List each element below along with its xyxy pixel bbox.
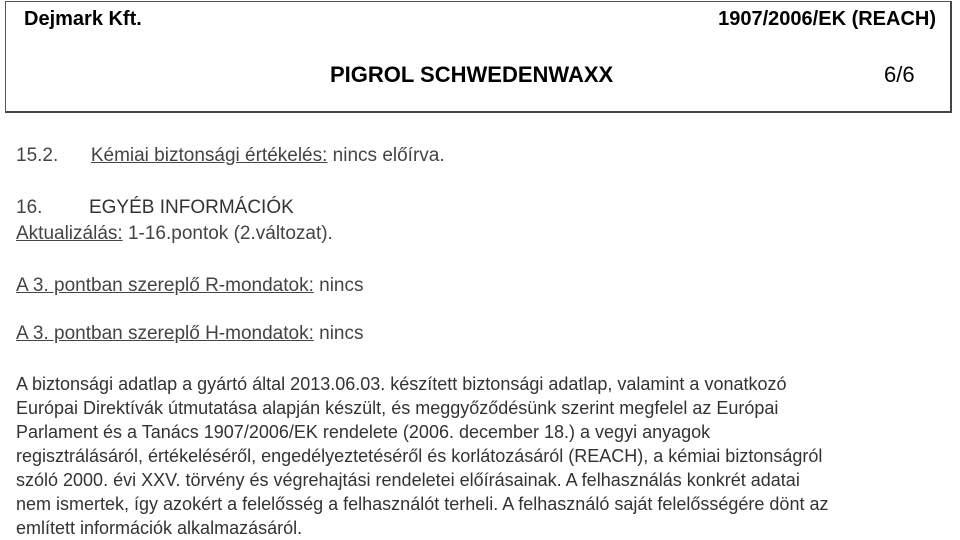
paragraph-line: említett információk alkalmazásáról. <box>16 518 303 538</box>
paragraph-line: szóló 2000. évi XXV. törvény és végrehajtási rendeletei előírásainak. A felhasználás konkrét adatai <box>16 470 800 490</box>
update-value: 1-16.pontok (2.változat). <box>122 223 333 244</box>
section-number: 15.2. <box>16 145 59 166</box>
section-value: nincs előírva. <box>327 145 445 166</box>
section-label: Kémiai biztonsági értékelés: <box>90 145 328 166</box>
h-phrases-line <box>16 323 364 345</box>
h-phrases-value: nincs <box>313 323 364 344</box>
disclaimer-paragraph <box>16 372 946 540</box>
r-phrases-label: A 3. pontban szereplő R-mondatok: <box>16 275 314 296</box>
section-16-heading <box>16 197 294 219</box>
paragraph-line: Európai Direktívák útmutatása alapján készült, és meggyőződésünk szerint megfelel az Európai <box>16 398 779 418</box>
paragraph-line: regisztrálásáról, értékeléséről, engedélyeztetéséről és korlátozásáról (REACH), a kémiai biztonságról <box>16 446 823 466</box>
page-number: 6/6 <box>884 62 915 87</box>
document-header <box>5 1 952 113</box>
r-phrases-value: nincs <box>313 275 364 296</box>
update-label: Aktualizálás: <box>16 223 123 244</box>
company-name: Dejmark Kft. <box>24 8 142 30</box>
regulation-reference: 1907/2006/EK (REACH) <box>718 8 936 30</box>
section-title: EGYÉB INFORMÁCIÓK <box>88 197 294 218</box>
h-phrases-label: A 3. pontban szereplő H-mondatok: <box>16 323 314 344</box>
section-15-2 <box>16 145 445 167</box>
r-phrases-line <box>16 275 364 297</box>
product-name: PIGROL SCHWEDENWAXX <box>330 62 614 87</box>
paragraph-line: Parlament és a Tanács 1907/2006/EK rendelete (2006. december 18.) a vegyi anyagok <box>16 422 711 442</box>
paragraph-line: nem ismertek, így azokért a felelősség a felhasználót terheli. A felhasználó saját felelősségére dönt az <box>16 494 829 514</box>
update-line <box>16 223 333 245</box>
section-number: 16. <box>16 197 43 218</box>
paragraph-line: A biztonsági adatlap a gyártó által 2013.06.03. készített biztonsági adatlap, valamint a vonatkozó <box>16 374 787 394</box>
